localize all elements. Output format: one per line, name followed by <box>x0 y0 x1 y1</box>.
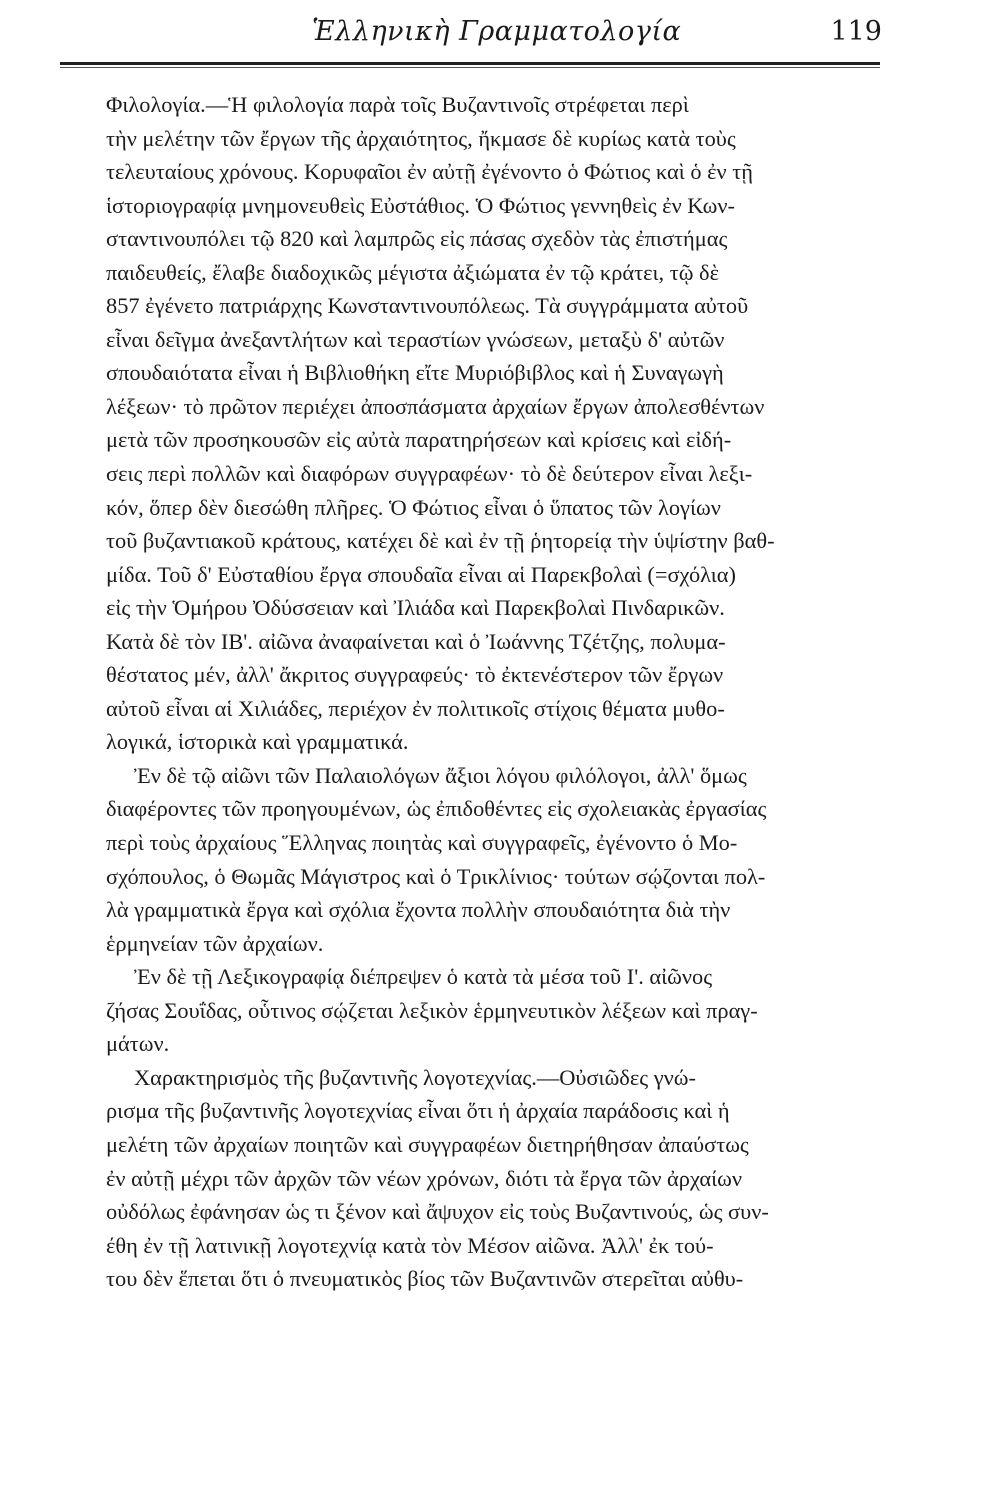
body-text <box>106 88 886 1296</box>
running-header <box>62 12 882 52</box>
text-line: θέστατος μέν, ἀλλ' ἄκριτος συγγραφεύς· τὸ ἐκτενέστερον τῶν ἔργων <box>106 662 724 688</box>
text-line: εἶναι δεῖγμα ἀνεξαντλήτων καὶ τεραστίων γνώσεων, μεταξὺ δ' αὐτῶν <box>106 326 725 352</box>
text-line: Φιλολογία.—Ἡ φιλολογία παρὰ τοῖς Βυζαντινοῖς στρέφεται περὶ <box>106 92 689 117</box>
text-line: έθη ἐν τῇ λατινικῇ λογοτεχνίᾳ κατὰ τὸν Μέσον αἰῶνα. Ἀλλ' ἐκ τού- <box>106 1232 714 1258</box>
text-line: μίδα. Τοῦ δ' Εὐσταθίου ἔργα σπουδαῖα εἶναι αἱ Παρεκβολαὶ (=σχόλια) <box>106 561 736 587</box>
text-line: ἱστοριογραφίᾳ μνημονευθεὶς Εὐστάθιος. Ὁ Φώτιος γεννηθεὶς ἐν Κων- <box>106 192 735 218</box>
text-line: ἑρμηνείαν τῶν ἀρχαίων. <box>106 930 324 956</box>
header-rule <box>60 62 880 65</box>
text-line: Ἐν δὲ τῇ Λεξικογραφίᾳ διέπρεψεν ὁ κατὰ τὰ μέσα τοῦ Ι'. αἰῶνος <box>134 964 713 990</box>
text-line: μετὰ τῶν προσηκουσῶν εἰς αὐτὰ παρατηρήσεων καὶ κρίσεις καὶ εἰδή- <box>106 427 732 453</box>
text-line: σεις περὶ πολλῶν καὶ διαφόρων συγγραφέων· τὸ δὲ δεύτερον εἶναι λεξι- <box>106 461 753 487</box>
text-line: οὐδόλως ἐφάνησαν ὡς τι ξένον καὶ ἄψυχον εἰς τοὺς Βυζαντινούς, ὡς συν- <box>106 1199 769 1225</box>
text-line: περὶ τοὺς ἀρχαίους Ἕλληνας ποιητὰς καὶ συγγραφεῖς, ἐγένοντο ὁ Μο- <box>106 830 738 856</box>
text-line: αὐτοῦ εἶναι αἱ Χιλιάδες, περιέχον ἐν πολιτικοῖς στίχοις θέματα μυθο- <box>106 695 725 721</box>
text-line: Κατὰ δὲ τὸν ΙΒ'. αἰῶνα ἀναφαίνεται καὶ ὁ Ἰωάννης Τζέτζης, πολυμα- <box>106 628 726 654</box>
text-line: ζήσας Σουΐδας, οὗτινος σῴζεται λεξικὸν ἑρμηνευτικὸν λέξεων καὶ πραγ- <box>106 997 758 1023</box>
running-title: Ἑλληνικὴ Γραμματολογία <box>312 16 682 47</box>
text-line: διαφέροντες τῶν προηγουμένων, ὡς ἐπιδοθέντες εἰς σχολειακὰς ἐργασίας <box>106 796 767 822</box>
text-line: κόν, ὅπερ δὲν διεσώθη πλῆρες. Ὁ Φώτιος εἶναι ὁ ὕπατος τῶν λογίων <box>106 494 721 520</box>
text-line: τελευταίους χρόνους. Κορυφαῖοι ἐν αὐτῇ ἐγένοντο ὁ Φώτιος καὶ ὁ ἐν τῇ <box>106 159 753 185</box>
text-line: λογικά, ἱστορικὰ καὶ γραμματικά. <box>106 729 409 755</box>
page-number: 119 <box>830 16 882 47</box>
section-heading-line: Χαρακτηρισμὸς τῆς βυζαντινῆς λογοτεχνίας.—Οὐσιῶδες γνώ- <box>134 1064 696 1090</box>
text-line: σχόπουλος, ὁ Θωμᾶς Μάγιστρος καὶ ὁ Τρικλίνιος· τούτων σῴζονται πολ- <box>106 863 766 889</box>
text-line: τοῦ βυζαντιακοῦ κράτους, κατέχει δὲ καὶ ἐν τῇ ῥητορείᾳ τὴν ὑψίστην βαθ- <box>106 528 775 554</box>
text-line: παιδευθείς, ἔλαβε διαδοχικῶς μέγιστα ἀξιώματα ἐν τῷ κράτει, τῷ δὲ <box>106 259 719 285</box>
text-line: μελέτη τῶν ἀρχαίων ποιητῶν καὶ συγγραφέων διετηρήθησαν ἀπαύστως <box>106 1131 749 1157</box>
text-line: Ἐν δὲ τῷ αἰῶνι τῶν Παλαιολόγων ἄξιοι λόγου φιλόλογοι, ἀλλ' ὅμως <box>134 762 747 788</box>
text-line: σταντινουπόλει τῷ 820 καὶ λαμπρῶς εἰς πάσας σχεδὸν τὰς ἐπιστήμας <box>106 226 728 252</box>
header-rule-thin <box>60 67 880 68</box>
text-line: ρισμα τῆς βυζαντινῆς λογοτεχνίας εἶναι ὅτι ἡ ἀρχαία παράδοσις καὶ ἡ <box>106 1098 730 1124</box>
text-line: τὴν μελέτην τῶν ἔργων τῆς ἀρχαιότητος, ἤκμασε δὲ κυρίως κατὰ τοὺς <box>106 125 736 151</box>
text-line: λὰ γραμματικὰ ἔργα καὶ σχόλια ἔχοντα πολλὴν σπουδαιότητα διὰ τὴν <box>106 897 731 923</box>
text-line: εἰς τὴν Ὁμήρου Ὀδύσσειαν καὶ Ἰλιάδα καὶ Παρεκβολαὶ Πινδαρικῶν. <box>106 595 725 621</box>
text-line: ἐν αὐτῇ μέχρι τῶν ἀρχῶν τῶν νέων χρόνων, διότι τὰ ἔργα τῶν ἀρχαίων <box>106 1165 743 1191</box>
text-line: σπουδαιότατα εἶναι ἡ Βιβλιοθήκη εἴτε Μυριόβιβλος καὶ ἡ Συναγωγὴ <box>106 360 724 386</box>
text-line: μάτων. <box>106 1031 170 1057</box>
text-line: του δὲν ἕπεται ὅτι ὁ πνευματικὸς βίος τῶν Βυζαντινῶν στερεῖται αὐθυ- <box>106 1266 744 1292</box>
text-line: 857 ἐγένετο πατριάρχης Κωνσταντινουπόλεως. Τὰ συγγράμματα αὐτοῦ <box>106 293 749 319</box>
text-line: λέξεων· τὸ πρῶτον περιέχει ἀποσπάσματα ἀρχαίων ἔργων ἀπολεσθέντων <box>106 393 765 419</box>
